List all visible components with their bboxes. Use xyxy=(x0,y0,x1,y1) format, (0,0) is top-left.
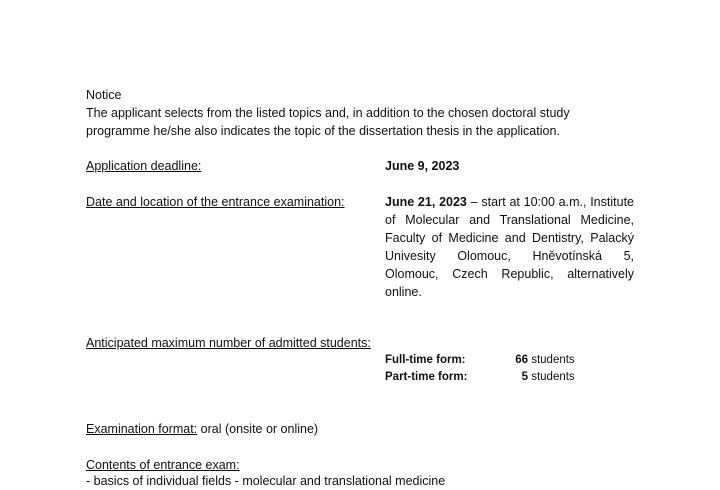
fulltime-form-label: Full-time form: xyxy=(385,354,466,366)
notice-line-1: The applicant selects from the listed topics and, in addition to the chosen doctoral study xyxy=(86,106,570,120)
exam-date-details-block xyxy=(385,193,634,301)
fulltime-unit: students xyxy=(531,354,575,366)
fulltime-count-row xyxy=(504,352,575,369)
parttime-count-row xyxy=(504,369,575,386)
parttime-unit: students xyxy=(531,371,575,383)
notice-line-2: programme he/she also indicates the topic of the dissertation thesis in the application. xyxy=(86,124,560,138)
exam-location-text: – start at 10:00 a.m., Institute of Molecular and Translational Medicine, Faculty of Medicine and Dentistry, Palacký Univesity Olomouc, Hněvotínská 5, Olomouc, Czech Republic, alternatively online. xyxy=(385,195,634,299)
deadline-label: Application deadline: xyxy=(86,159,202,173)
admitted-label: Anticipated maximum number of admitted students: xyxy=(86,336,371,350)
parttime-count: 5 xyxy=(521,371,528,383)
exam-date-value: June 21, 2023 xyxy=(385,195,467,209)
exam-format-value: oral (onsite or online) xyxy=(200,422,319,436)
contents-label: Contents of entrance exam: xyxy=(86,458,240,472)
deadline-value: June 9, 2023 xyxy=(385,159,460,173)
parttime-form-label: Part-time form: xyxy=(385,371,468,383)
exam-date-label: Date and location of the entrance examination: xyxy=(86,195,345,209)
exam-format-row xyxy=(86,420,318,438)
fulltime-count: 66 xyxy=(515,354,528,366)
exam-format-label: Examination format: xyxy=(86,422,198,436)
contents-item-1: - basics of individual fields - molecular and translational medicine xyxy=(86,474,446,488)
notice-heading: Notice xyxy=(86,88,122,102)
